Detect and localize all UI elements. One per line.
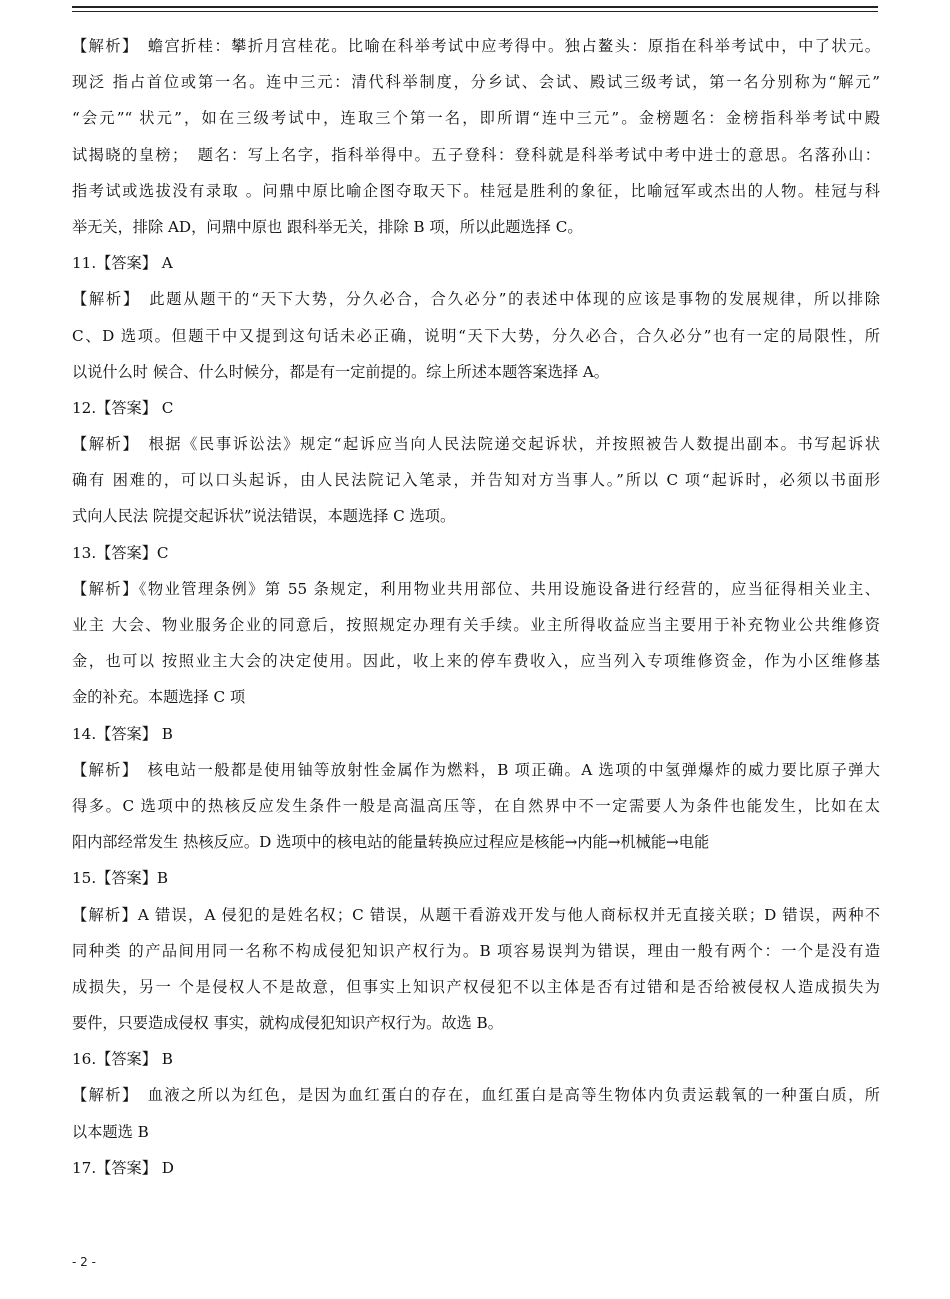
text-line: 【解析】 血液之所以为红色，是因为血红蛋白的存在，血红蛋白是高等生物体内负责运载氧的一种蛋白质，所 [72, 1086, 880, 1105]
text-line: 指考试或选拔没有录取 。问鼎中原比喻企图夺取天下。桂冠是胜利的象征，比喻冠军或杰出的人物。桂冠与科 [72, 181, 880, 200]
text-line: 式向人民法 院提交起诉状”说法错误，本题选择 C 选项。 [72, 507, 456, 526]
text-line: 以本题选 B [72, 1122, 149, 1141]
text-line: 【解析】A 错误，A 侵犯的是姓名权；C 错误，从题干看游戏开发与他人商标权并无直接关联；D 错误，两种不 [72, 905, 880, 924]
text-line: 16.【答案】 B [72, 1050, 173, 1069]
text-line: “会元”“ 状元”，如在三级考试中，连取三个第一名，即所谓“连中三元”。金榜题名：金榜指科举考试中殿 [72, 109, 880, 128]
text-line: C、D 选项。但题干中又提到这句话未必正确，说明“天下大势，分久必合，合久必分”也有一定的局限性，所 [72, 326, 880, 345]
text-line: 14.【答案】 B [72, 724, 173, 743]
text-line: 【解析】 根据《民事诉讼法》规定“起诉应当向人民法院递交起诉状，并按照被告人数提出副本。书写起诉状 [72, 435, 880, 454]
text-line: 阳内部经常发生 热核反应。D 选项中的核电站的能量转换应过程应是核能→内能→机械能→电能 [72, 833, 710, 852]
text-line: 17.【答案】 D [72, 1158, 174, 1177]
text-line: 确有 困难的，可以口头起诉，由人民法院记入笔录，并告知对方当事人。”所以 C 项“起诉时，必须以书面形 [72, 471, 880, 490]
text-line: 举无关，排除 AD，问鼎中原也 跟科举无关，排除 B 项，所以此题选择 C。 [72, 217, 583, 236]
header-rule-thin [72, 11, 878, 12]
page-number: - 2 - [72, 1255, 96, 1269]
text-line: 要件，只要造成侵权 事实，就构成侵犯知识产权行为。故选 B。 [72, 1014, 503, 1033]
text-line: 得多。C 选项中的热核反应发生条件一般是高温高压等，在自然界中不一定需要人为条件也能发生，比如在太 [72, 796, 880, 815]
text-line: 【解析】 核电站一般都是使用铀等放射性金属作为燃料，B 项正确。A 选项的中氢弹爆炸的威力要比原子弹大 [72, 760, 880, 779]
text-line: 金，也可以 按照业主大会的决定使用。因此，收上来的停车费收入，应当列入专项维修资金，作为小区维修基 [72, 652, 880, 671]
text-line: 以说什么时 候合、什么时候分，都是有一定前提的。综上所述本题答案选择 A。 [72, 362, 609, 381]
text-line: 【解析】 此题从题干的“天下大势，分久必合，合久必分”的表述中体现的应该是事物的发展规律，所以排除 [72, 290, 880, 309]
header-rule [72, 6, 878, 8]
text-line: 13.【答案】C [72, 543, 169, 562]
document-body [72, 28, 880, 1186]
text-line: 业主 大会、物业服务企业的同意后，按照规定办理有关手续。业主所得收益应当主要用于补充物业公共维修资 [72, 616, 880, 634]
text-line: 金的补充。本题选择 C 项 [72, 688, 246, 707]
text-line: 同种类 的产品间用同一名称不构成侵犯知识产权行为。B 项容易误判为错误，理由一般有两个：一个是没有造 [72, 941, 880, 960]
text-line: 11.【答案】 A [72, 254, 173, 273]
text-line: 试揭晓的皇榜； 题名：写上名字，指科举得中。五子登科：登科就是科举考试中考中进士的意思。名落孙山： [72, 145, 880, 164]
text-line: 【解析】《物业管理条例》第 55 条规定，利用物业共用部位、共用设施设备进行经营的，应当征得相关业主、 [72, 579, 880, 598]
text-line: 成损失，另一 个是侵权人不是故意，但事实上知识产权侵犯不以主体是否有过错和是否给被侵权人造成损失为 [72, 977, 880, 996]
text-line: 15.【答案】B [72, 869, 169, 888]
text-line: 现泛 指占首位或第一名。连中三元：清代科举制度，分乡试、会试、殿试三级考试，第一名分别称为“解元” [72, 73, 880, 92]
text-line: 【解析】 蟾宫折桂：攀折月宫桂花。比喻在科举考试中应考得中。独占鳌头：原指在科举考试中，中了状元。 [72, 37, 880, 55]
text-line: 12.【答案】 C [72, 398, 174, 417]
